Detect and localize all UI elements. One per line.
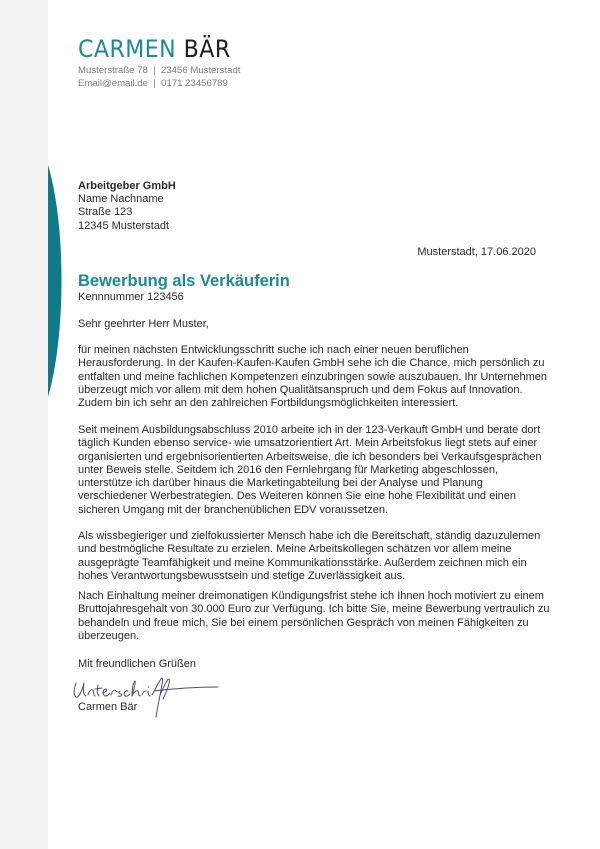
date-line: Musterstadt, 17.06.2020	[417, 246, 536, 258]
letter-subject: Bewerbung als Verkäuferin	[78, 272, 290, 290]
text-line: überzeugt mich vor allem mit dem hohen Qualitätsanspruch und dem Fokus auf Innovation.	[78, 383, 523, 396]
text-line: Bruttojahresgehalt von 30.000 Euro zur Verfügung. Ich bitte Sie, meine Bewerbung vertraulich zu	[78, 603, 550, 616]
reference-number: Kennnummer 123456	[78, 291, 184, 303]
sender-first-name: CARMEN	[78, 35, 177, 63]
recipient-city: 12345 Musterstadt	[78, 219, 170, 232]
text-line: behandeln und freue mich, Sie bei einem persönlichen Gespräch von meinen Fähigkeiten zu	[78, 616, 529, 629]
text-line: hohes Verantwortungsbewusstsein und stetige Zuverlässigkeit aus.	[78, 569, 406, 582]
text-line: unterstütze ich darüber hinaus die Marketingabteilung bei der Analyse und Planung	[78, 477, 483, 490]
text-line: verschiedener Werbestrategien. Des Weiteren können Sie eine hohe Flexibilität und einen	[78, 490, 517, 503]
sender-name	[78, 35, 231, 63]
sender-contact	[78, 64, 240, 90]
text-line: Nach Einhaltung meiner dreimonatigen Kündigungsfrist stehe ich Ihnen hoch motiviert zu einem	[78, 590, 544, 602]
text-line: unter Beweis stelle. Seitdem ich 2016 den Fernlehrgang für Marketing abgeschlossen,	[78, 463, 499, 476]
text-line: und bestmögliche Resultate zu erzielen. Meine Arbeitskollegen schätzen vor allem meine	[78, 543, 512, 556]
body-paragraph-4	[78, 590, 548, 643]
text-line: täglich Kunden ebenso service- wie umsatzorientiert Art. Mein Arbeitsfokus liegt stets auf einer	[78, 437, 538, 450]
text-line: entfalten und meine fachlichen Kompetenzen einzubringen sowie auszubauen. Ihr Unternehmen	[78, 370, 548, 383]
text-line: Zudem bin ich sehr an den zahlreichen Fortbildungsmöglichkeiten interessiert.	[78, 397, 459, 410]
recipient-name: Name Nachname	[78, 193, 164, 206]
sender-address: Musterstraße 78 | 23456 Musterstadt	[78, 65, 241, 76]
text-line: Als wissbegieriger und zielfokussierter Mensch habe ich die Bereitschaft, ständig dazuzulernen	[78, 530, 541, 542]
decorative-teal-arc	[48, 165, 64, 397]
text-line: Herausforderung. In der Kaufen-Kaufen-Kaufen GmbH sehe ich die Chance, mich persönlich zu	[78, 357, 545, 370]
sender-last-name: BÄR	[183, 35, 231, 63]
closing-phrase: Mit freundlichen Grüßen	[78, 658, 196, 670]
body-paragraph-3	[78, 530, 548, 583]
body-paragraph-2	[78, 424, 548, 517]
recipient-street: Straße 123	[78, 206, 133, 219]
text-line: ausgeprägte Teamfähigkeit und meine Kommunikationsstärke. Außerdem zeichnen mich ein	[78, 556, 527, 569]
text-line: für meinen nächsten Entwicklungsschritt suche ich nach einer neuen beruflichen	[78, 344, 469, 356]
text-line: organisierten und ergebnisorientierten Arbeitsweise, die ich besonders bei Verkaufsgesprächen	[78, 450, 542, 463]
left-margin-strip	[0, 0, 48, 849]
text-line: Seit meinem Ausbildungsabschluss 2010 arbeite ich in der 123-Verkauft GmbH und berate dort	[78, 424, 541, 436]
text-line: sicheren Umgang mit der branchenüblichen EDV voraussetzen.	[78, 503, 388, 516]
text-line: überzeugen.	[78, 629, 140, 642]
recipient-address-block	[78, 180, 176, 233]
recipient-company: Arbeitgeber GmbH	[78, 180, 176, 192]
body-paragraph-1	[78, 344, 548, 410]
sender-email-phone: Email@email.de | 0171 23456789	[78, 78, 228, 89]
signer-name: Carmen Bär	[78, 701, 138, 713]
salutation: Sehr geehrter Herr Muster,	[78, 318, 209, 330]
